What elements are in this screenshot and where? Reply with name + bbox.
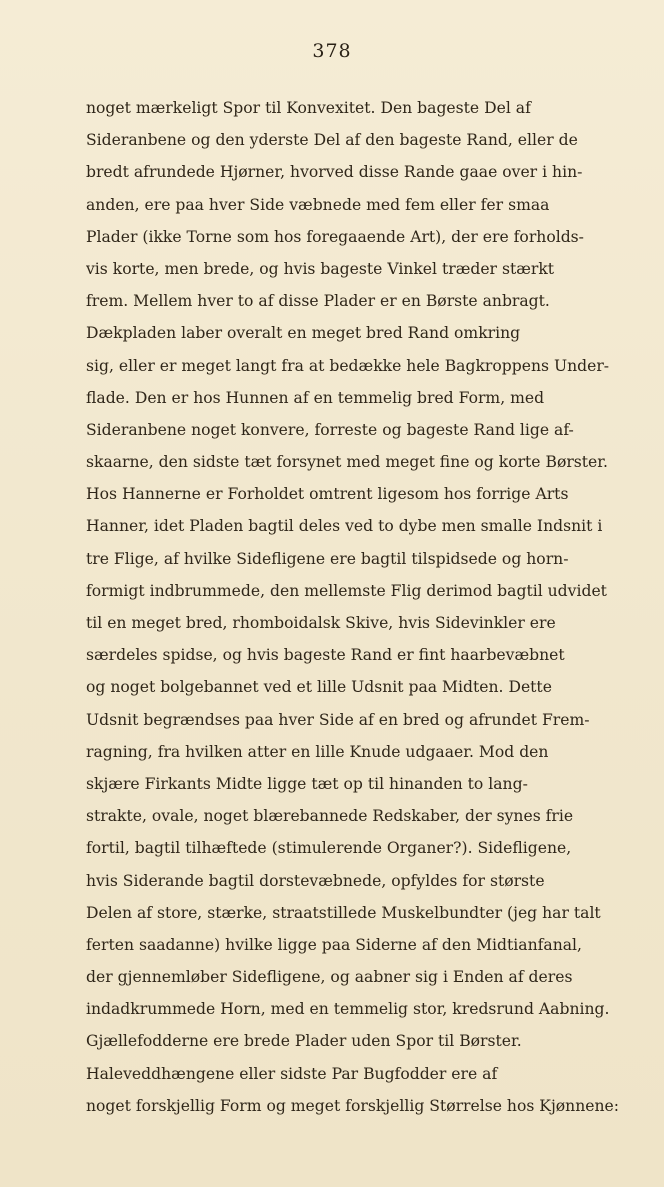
text-line: noget mærkeligt Spor til Konvexitet. Den bageste Del af xyxy=(86,99,531,117)
text-line: Sideranbene noget konvere, forreste og bageste Rand lige af- xyxy=(86,420,574,439)
text-line: indadkrummede Horn, med en temmelig stor, kredsrund Aabning. xyxy=(86,1000,610,1019)
text-line: fortil, bagtil tilhæftede (stimulerende Organer?). Sidefligene, xyxy=(86,839,572,858)
text-line: og noget bolgebannet ved et lille Udsnit paa Midten. Dette xyxy=(86,678,552,697)
body-text xyxy=(86,92,642,1122)
text-line: Hos Hannerne er Forholdet omtrent ligesom hos forrige Arts xyxy=(86,485,569,504)
text-line: Sideranbene og den yderste Del af den bageste Rand, eller de xyxy=(86,131,578,150)
text-line: anden, ere paa hver Side væbnede med fem eller fer smaa xyxy=(86,195,550,214)
text-line: hvis Siderande bagtil dorstevæbnede, opfyldes for største xyxy=(86,871,545,890)
text-line: der gjennemløber Sidefligene, og aabner sig i Enden af deres xyxy=(86,968,573,987)
text-line: vis korte, men brede, og hvis bageste Vinkel træder stærkt xyxy=(86,259,555,278)
text-line: frem. Mellem hver to af disse Plader er en Børste anbragt. xyxy=(86,292,550,311)
text-line: særdeles spidse, og hvis bageste Rand er fint haarbevæbnet xyxy=(86,646,565,665)
text-line: Dækpladen laber overalt en meget bred Rand omkring xyxy=(86,324,521,343)
text-line: skaarne, den sidste tæt forsynet med meget fine og korte Børster. xyxy=(86,453,608,472)
text-line: ferten saadanne) hvilke ligge paa Siderne af den Midtianfanal, xyxy=(86,935,582,954)
text-line: Gjællefodderne ere brede Plader uden Spor til Børster. xyxy=(86,1032,522,1051)
text-line: Delen af store, stærke, straatstillede Muskelbundter (jeg har talt xyxy=(86,903,601,922)
page-number: 378 xyxy=(312,40,352,62)
text-line: Plader (ikke Torne som hos foregaaende Art), der ere forholds- xyxy=(86,227,584,246)
text-line: flade. Den er hos Hunnen af en temmelig bred Form, med xyxy=(86,388,545,407)
text-line: noget forskjellig Form og meget forskjellig Størrelse hos Kjønnene: xyxy=(86,1096,620,1115)
text-line: sig, eller er meget langt fra at bedække hele Bagkroppens Under- xyxy=(86,356,610,375)
text-line: Udsnit begrændses paa hver Side af en bred og afrundet Frem- xyxy=(86,710,590,729)
text-line: ragning, fra hvilken atter en lille Knude udgaaer. Mod den xyxy=(86,742,549,761)
text-line: bredt afrundede Hjørner, hvorved disse Rande gaae over i hin- xyxy=(86,163,583,182)
text-line: strakte, ovale, noget blærebannede Redskaber, der synes frie xyxy=(86,807,574,826)
text-line: til en meget bred, rhomboidalsk Skive, hvis Sidevinkler ere xyxy=(86,614,556,632)
text-line: tre Flige, af hvilke Sidefligene ere bagtil tilspidsede og horn- xyxy=(86,549,569,568)
text-line: Haleveddhængene eller sidste Par Bugfodder ere af xyxy=(86,1064,498,1083)
text-line: Hanner, idet Pladen bagtil deles ved to dybe men smalle Indsnit i xyxy=(86,517,603,536)
text-line: formigt indbrummede, den mellemste Flig derimod bagtil udvidet xyxy=(86,581,607,600)
text-line: skjære Firkants Midte ligge tæt op til hinanden to lang- xyxy=(86,774,528,793)
